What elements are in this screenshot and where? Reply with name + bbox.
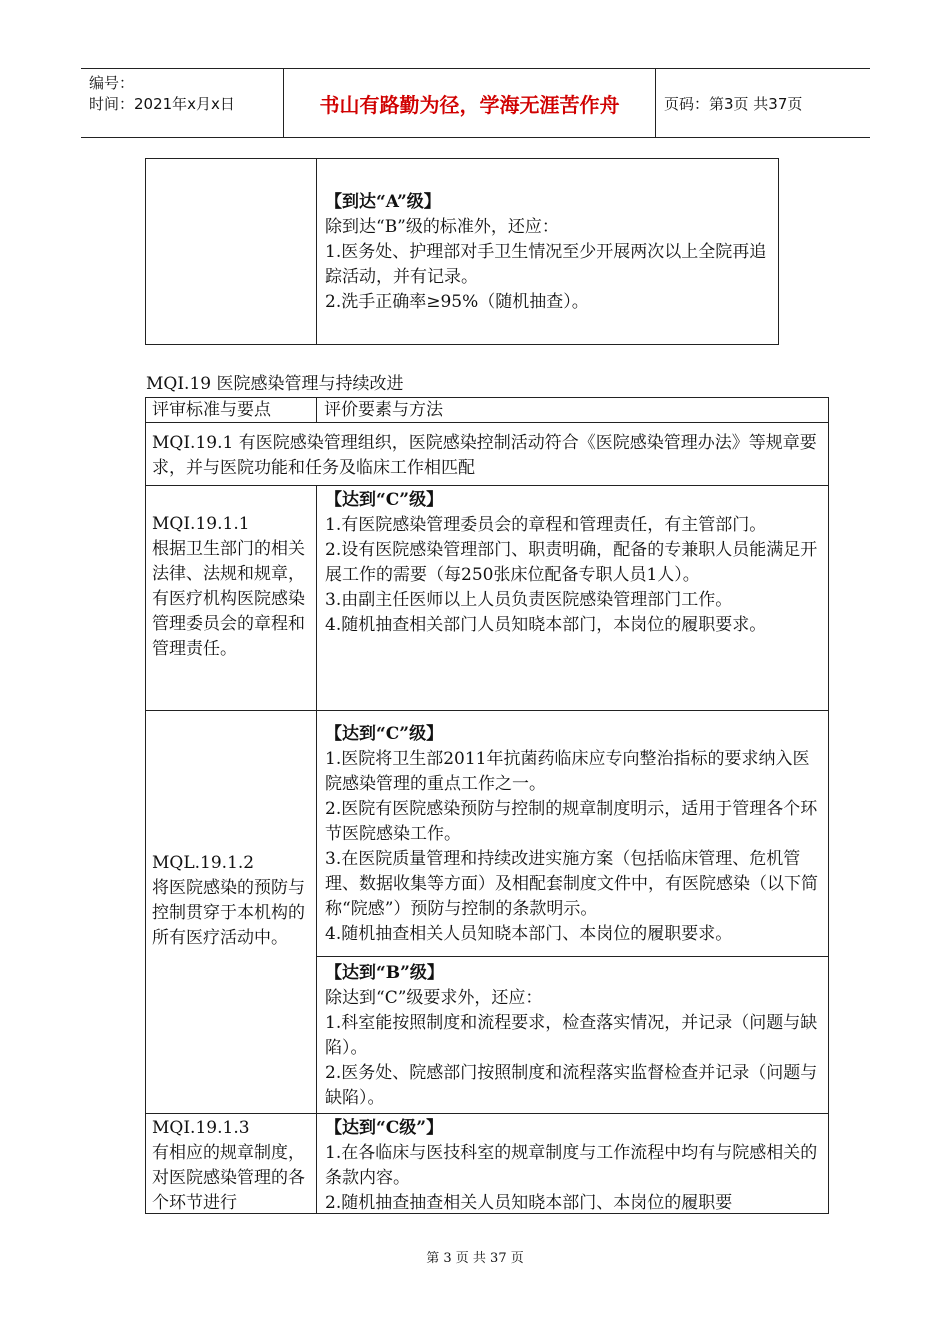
grade-c-heading: 【达到“C”级】 (325, 490, 444, 510)
grade-a-heading: 【到达“A”级】 (325, 192, 441, 212)
row2-c-block (325, 722, 819, 947)
header-motto: 书山有路勤为径，学海无涯苦作舟 (284, 69, 656, 137)
standard-code: MQL.19.1.2 (152, 853, 255, 873)
grade-line: 2.随机抽查抽查相关人员知晓本部门、本岗位的履职要 (325, 1193, 733, 1213)
grade-a-line: 2.洗手正确率≥95%（随机抽查）。 (325, 292, 589, 312)
header-page-label: 页码：第3页 共37页 (664, 94, 803, 113)
grade-line: 1.有医院感染管理委员会的章程和管理责任，有主管部门。 (325, 515, 767, 535)
grade-line: 2.医务处、院感部门按照制度和流程落实监督检查并记录（问题与缺陷）。 (325, 1063, 818, 1108)
grade-c-heading: 【达到“C”级】 (325, 724, 444, 744)
standard-desc: 有相应的规章制度，对医院感染管理的各个环节进行 (152, 1143, 305, 1213)
page-footer: 第 3 页 共 37 页 (426, 1251, 524, 1266)
row-line (145, 485, 829, 486)
grade-c-heading: 【达到“C级”】 (325, 1118, 444, 1138)
grade-line: 3.在医院质量管理和持续改进实施方案（包括临床管理、危机管理、数据收集等方面）及相配套制度文件中，有医院感染（以下简称“院感”）预防与控制的条款明示。 (325, 849, 818, 919)
col-line (316, 485, 317, 1214)
grade-line: 3.由副主任医师以上人员负责医院感染管理部门工作。 (325, 590, 733, 610)
grade-line: 1.科室能按照制度和流程要求，检查落实情况，并记录（问题与缺陷）。 (325, 1013, 818, 1058)
grade-line: 2.设有医院感染管理部门、职责明确，配备的专兼职人员能满足开展工作的需要（每250张床位配备专职人员1人）。 (325, 540, 818, 585)
page-header (81, 68, 870, 138)
grade-line: 4.随机抽查相关人员知晓本部门、本岗位的履职要求。 (325, 924, 733, 944)
grade-line: 2.医院有医院感染预防与控制的规章制度明示，适用于管理各个环节医院感染工作。 (325, 799, 818, 844)
standard-code: MQI.19.1.3 (152, 1118, 250, 1138)
grade-a-line: 1.医务处、护理部对手卫生情况至少开展两次以上全院再追踪活动，并有记录。 (325, 242, 767, 287)
grade-line: 4.随机抽查相关部门人员知晓本部门，本岗位的履职要求。 (325, 615, 767, 635)
standard-text: MQI.19.1 有医院感染管理组织，医院感染控制活动符合《医院感染管理办法》等规章要求，并与医院功能和任务及临床工作相匹配 (152, 433, 817, 478)
row-line (145, 710, 829, 711)
grade-line: 除达到“C”级要求外，还应： (325, 988, 543, 1008)
col1-header: 评审标准与要点 (152, 400, 271, 420)
row1-left (152, 512, 312, 662)
row-line (145, 1113, 829, 1114)
col-line (316, 397, 317, 422)
top-table-divider (316, 158, 317, 345)
row2-left (152, 851, 312, 951)
number-label: 编号： (89, 74, 135, 92)
grade-b-heading: 【达到“B”级】 (325, 963, 444, 983)
row3-right (325, 1116, 819, 1213)
grade-a-line: 除到达“B”级的标准外，还应： (325, 217, 559, 237)
header-meta (81, 69, 284, 137)
standard-desc: 根据卫生部门的相关法律、法规和规章，有医疗机构医院感染管理委员会的章程和管理责任。 (152, 539, 305, 659)
standard-desc: 将医院感染的预防与控制贯穿于本机构的所有医疗活动中。 (152, 878, 305, 948)
row-line (316, 956, 829, 957)
time-label: 时间：2021年x月x日 (89, 95, 235, 113)
row1-right (325, 488, 819, 638)
grade-line: 1.医院将卫生部2011年抗菌药临床应专向整治指标的要求纳入医院感染管理的重点工作之一。 (325, 749, 810, 794)
col2-header: 评价要素与方法 (324, 400, 443, 420)
top-table-content (325, 190, 773, 315)
standard-code: MQI.19.1.1 (152, 514, 250, 534)
grade-line: 1.在各临床与医技科室的规章制度与工作流程中均有与院感相关的条款内容。 (325, 1143, 818, 1188)
row3-left (152, 1116, 312, 1216)
section-title: MQI.19 医院感染管理与持续改进 (146, 374, 404, 394)
row2-b-block (325, 961, 819, 1111)
